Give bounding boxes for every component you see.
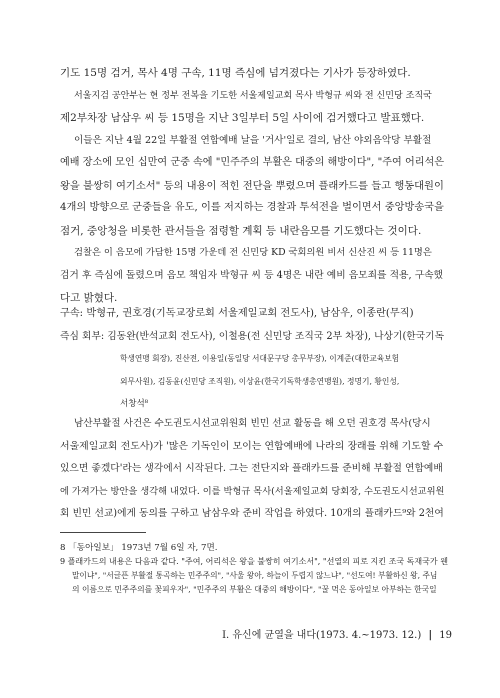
page-footer <box>222 626 452 641</box>
list-item-summary-trial: 즉심 회부: 김동완(반석교회 전도사), 이철용(전 신민당 조직국 2부 차장), 나상기(한국기독 <box>60 330 445 342</box>
list-item-continuation: 외무사원), 김동윤(신민당 조직원), 이상윤(한국기독학생총연맹원), 정명기, 황인성, <box>120 376 400 386</box>
text-line: 다고 밝혔다. <box>60 292 118 304</box>
running-chapter-title: I. 유신에 균열을 내다(1973. 4.~1973. 12.) <box>222 630 422 641</box>
footnotes <box>60 541 452 597</box>
text-line: 서울제일교회 전도사)가 '많은 기독인이 모이는 연합예배에 나라의 장래를 위해 기도할 수 <box>60 440 444 452</box>
footnote-9-continuation: 말이냐", "서글픈 부활절 통곡하는 민주주의", "사울 왕아, 하늘이 두렵지 않느냐", "선도여! 부활하신 왕, 주님 <box>72 571 438 580</box>
footnote-9-continuation: 의 이름으로 민주주의를 꽃피우자", "민주주의 부활은 대중의 해방이다", "꿀 먹은 동아일보 아부하는 한국일 <box>72 585 437 594</box>
text-line: 서울지검 공안부는 현 정부 전복을 기도한 서울제일교회 목사 박형규 씨와 전 신민당 조직국 <box>74 90 432 101</box>
list-item-arrested: 구속: 박형규, 권호경(기독교장로회 서울제일교회 전도사), 남삼우, 이종란(무직) <box>60 308 414 319</box>
text-line: 이들은 지난 4월 22일 부활절 연합예배 날을 '거사'일로 결의, 남산 야외음악당 부활절 <box>74 134 432 146</box>
text-line: 남산부활절 사건은 수도권도시선교위원회 빈민 선교 활동을 해 오던 권호경 목사(당시 <box>74 418 431 429</box>
arrest-list <box>60 303 448 416</box>
page-number: 19 <box>439 630 452 641</box>
list-item-continuation: 학생연맹 회장), 진산전, 이용일(동일당 서대문구당 총무부장), 이계준(대한교육보험 <box>120 354 400 363</box>
text-line: 왕을 불쌍히 여기소서" 등의 내용이 적힌 전단을 뿌렸으며 플래카드를 들고 행동대원이 <box>60 179 444 192</box>
footnote-8: 8 「동아일보」 1973년 7월 6일 자, 7면. <box>60 543 218 553</box>
body-text-bottom <box>60 413 448 526</box>
text-line: 있으면 좋겠다'라는 생각에서 시작된다. 그는 전단지와 플래카드를 준비해 부활절 연합예배 <box>60 463 443 474</box>
text-line: 4개의 방향으로 군중들을 유도, 이를 저지하는 경찰과 투석전을 벌이면서 중앙방송국을 <box>60 202 444 213</box>
text-line: 검찰은 이 음모에 가담한 15명 가운데 전 신민당 KD 국회의원 비서 신산진 씨 등 11명은 <box>74 247 432 258</box>
text-line: 검거 후 즉심에 돌렸으며 음모 책임자 박형규 씨 등 4명은 내란 예비 음모죄를 적용, 구속했 <box>60 269 443 281</box>
body-text-top <box>60 62 448 310</box>
footer-separator: | <box>428 630 433 641</box>
list-item-continuation: 서창석⁸ <box>120 399 149 409</box>
footnote-9: 9 플래카드의 내용은 다음과 같다. "주여, 어리석은 왕을 불쌍히 여기소서", "선열의 피로 지킨 조국 독재국가 웬 <box>60 557 448 566</box>
text-line: 제2부차장 남삼우 씨 등 15명을 지난 3일부터 5일 사이에 검거했다고 발표했다. <box>60 112 425 124</box>
text-line: 회 빈민 선교)에게 동의를 구하고 남삼우와 준비 작업을 하였다. 10개의 플래카드⁹와 2천여 <box>60 508 444 519</box>
text-line: 점거, 중앙청을 비롯한 관서들을 점령할 계획 등 내란음모를 기도했다는 것이다. <box>60 224 422 237</box>
footnote-divider <box>60 532 146 533</box>
text-line: 기도 15명 검거, 목사 4명 구속, 11명 즉심에 넘겨졌다는 기사가 등장하였다. <box>60 67 411 79</box>
text-line: 에 가져가는 방안을 생각해 내었다. 이를 박형규 목사(서울제일교회 당회장, 수도권도시선교위원 <box>60 485 445 497</box>
text-line: 예배 장소에 모인 십만여 군중 속에 "민주주의 부활은 대중의 해방이다", "주여 어리석은 <box>60 157 444 168</box>
